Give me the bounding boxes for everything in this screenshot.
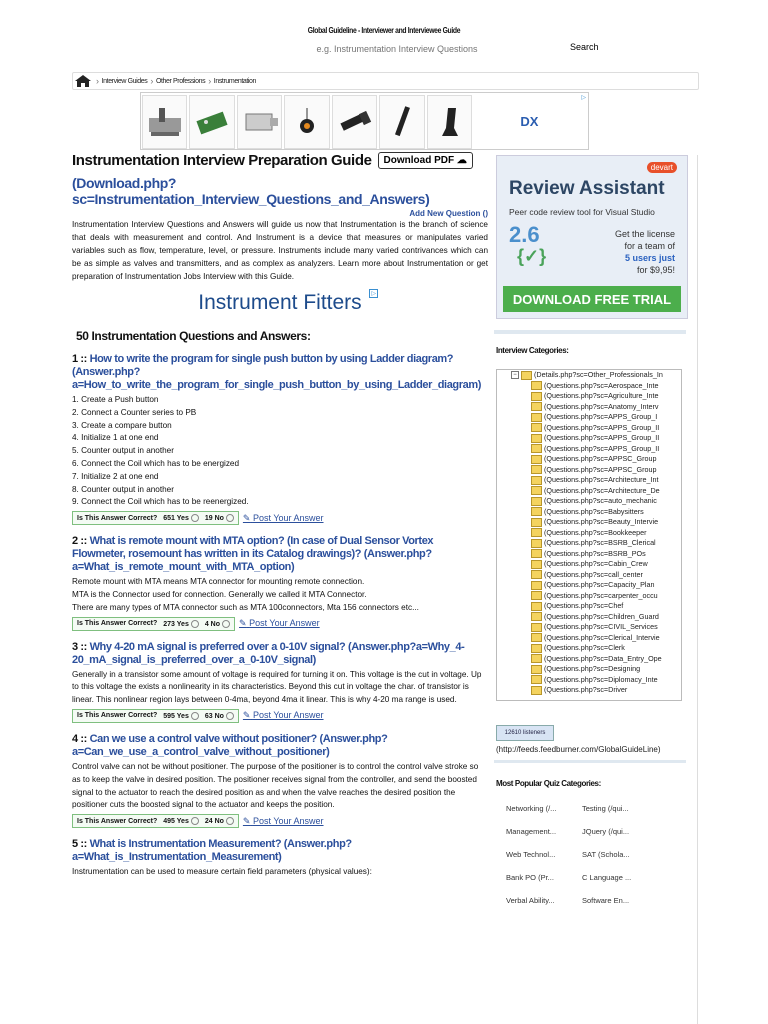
question-title[interactable] [72, 641, 488, 667]
ad-version: 2.6 [509, 222, 540, 247]
tree-item[interactable] [497, 549, 681, 560]
tree-item[interactable] [497, 507, 681, 518]
tree-item-label: (Questions.php?sc=Driver [544, 685, 628, 694]
ad-product-flashlight-icon[interactable] [332, 95, 377, 149]
answer-line: 1. Create a Push button [72, 395, 159, 404]
home-icon[interactable] [75, 75, 91, 87]
tree-item[interactable] [497, 559, 681, 570]
tree-item-label: (Questions.php?sc=Data_Entry_Ope [544, 653, 662, 663]
tree-item-label: (Questions.php?sc=BSRB_Clerical [544, 538, 656, 547]
vote-no[interactable] [205, 514, 234, 522]
tree-item[interactable] [497, 486, 681, 497]
folder-icon [531, 434, 542, 443]
vote-box [72, 511, 239, 525]
tree-item[interactable] [497, 601, 681, 612]
tree-item[interactable] [497, 528, 681, 539]
post-answer-link[interactable] [239, 618, 320, 629]
answer-line: 7. Initialize 2 at one end [72, 471, 159, 481]
title-link[interactable]: (Download.php?sc=Instrumentation_Interview_Questions_and_Answers) [72, 175, 430, 207]
vote-label: Is This Answer Correct? [77, 817, 158, 825]
quiz-category-link[interactable]: Testing (/qui... [582, 804, 629, 813]
vote-box [72, 617, 235, 631]
folder-icon [531, 528, 542, 537]
vote-yes[interactable] [163, 817, 199, 825]
vote-bar [72, 709, 488, 723]
folder-icon [531, 644, 542, 653]
question-title-text: What is remote mount with MTA option? (In case of Dual Sensor Vortex Flowmeter, rosemount has written in its Catalog drawings)? (Answer.php?a=What_is_remote_mount_with_MTA_option) [72, 535, 434, 574]
tree-item[interactable] [497, 580, 681, 591]
question-item [72, 353, 488, 525]
yes-radio[interactable] [191, 817, 199, 825]
post-answer-link[interactable] [243, 513, 324, 524]
vote-no-count: 24 No [204, 817, 224, 825]
tree-item[interactable] [497, 381, 681, 392]
folder-icon [531, 560, 542, 569]
no-radio[interactable] [226, 514, 234, 522]
question-answer [72, 866, 488, 879]
vote-yes-count: 495 Yes [163, 817, 189, 825]
vote-yes-count: 595 Yes [163, 712, 189, 720]
devart-logo: devart [647, 162, 677, 173]
vote-box [72, 709, 239, 723]
download-free-trial-button[interactable]: DOWNLOAD FREE TRIAL [503, 286, 681, 312]
edit-icon: ✎ [242, 815, 251, 826]
tree-item[interactable] [497, 496, 681, 507]
yes-radio[interactable] [191, 514, 199, 522]
ad-logo[interactable] [477, 95, 581, 147]
answer-line: 5. Counter output in another [72, 446, 174, 456]
answer-line: 6. Connect the Coil which has to be energized [72, 458, 240, 468]
tree-items [497, 381, 681, 696]
yes-radio[interactable] [191, 712, 199, 720]
ad-product-pen-icon[interactable] [379, 95, 424, 149]
site-title: Global Guideline - Interviewer and Interviewee Guide [307, 26, 461, 35]
vote-label: Is This Answer Correct? [77, 620, 158, 628]
tree-item[interactable] [497, 423, 681, 434]
collapse-icon[interactable]: − [511, 371, 519, 379]
post-answer-link[interactable] [243, 710, 324, 721]
tree-item-label: (Questions.php?sc=APPS_Group_II [544, 443, 660, 453]
vote-no[interactable] [205, 712, 234, 720]
chevron-right-icon: › [150, 76, 153, 86]
questions-heading: 50 Instrumentation Questions and Answers: [76, 329, 311, 343]
post-answer-label: Post Your Answer [249, 618, 320, 629]
folder-icon [531, 675, 542, 684]
no-radio[interactable] [222, 620, 230, 628]
answer-line: 9. Connect the Coil which has to be reenergized. [72, 497, 249, 507]
yes-radio[interactable] [191, 620, 199, 628]
tree-item[interactable] [497, 570, 681, 581]
sidebar-divider [494, 330, 686, 334]
answer-line: There are many types of MTA connector such as MTA 100connectors, Mta 156 connectors etc... [72, 602, 419, 612]
folder-icon [531, 402, 542, 411]
tree-item[interactable] [497, 454, 681, 465]
question-number: 5 :: [72, 838, 87, 851]
vote-yes[interactable] [163, 712, 199, 720]
folder-icon [531, 654, 542, 663]
vote-bar [72, 511, 488, 525]
tree-item-label: (Questions.php?sc=APPS_Group_II [544, 433, 660, 442]
quiz-category-link[interactable]: Software En... [582, 896, 630, 905]
quiz-category-link[interactable]: C Language ... [582, 873, 632, 882]
sidebar [496, 155, 686, 319]
vote-no-count: 63 No [204, 712, 224, 720]
tree-item-label: (Questions.php?sc=call_center [544, 569, 643, 579]
answer-line: 2. Connect a Counter series to PB [72, 407, 197, 417]
ad-product-board-icon[interactable] [189, 95, 234, 149]
folder-icon [531, 381, 542, 390]
question-number: 4 :: [72, 732, 87, 745]
question-title[interactable] [72, 353, 488, 392]
question-item [72, 641, 488, 723]
folder-icon [531, 497, 542, 506]
folder-icon [531, 633, 542, 642]
tree-item[interactable] [497, 591, 681, 602]
breadcrumb-instrumentation[interactable]: Instrumentation [213, 77, 257, 85]
ad-offer-line: 5 users just [624, 253, 675, 263]
cloud-download-icon: ☁ [456, 155, 467, 166]
question-answer [72, 669, 488, 707]
breadcrumb-interview-guides[interactable]: Interview Guides [101, 77, 148, 85]
vote-label: Is This Answer Correct? [77, 712, 158, 720]
question-title-text: Can we use a control valve without positioner? (Answer.php?a=Can_we_use_a_control_valve_without_positioner) [72, 732, 388, 758]
feed-link[interactable]: (http://feeds.feedburner.com/GlobalGuideLine) [496, 745, 661, 754]
ad-offer-line: Get the license [614, 229, 675, 239]
ad-banner[interactable] [140, 92, 589, 150]
question-number: 1 :: [72, 353, 87, 365]
quiz-category-link[interactable]: Bank PO (Pr... [506, 873, 554, 882]
tree-item[interactable] [497, 475, 681, 486]
post-answer-link[interactable] [243, 816, 324, 827]
folder-icon [531, 423, 542, 432]
folder-icon [531, 612, 542, 621]
question-number: 2 :: [72, 535, 87, 548]
page-title-text: Instrumentation Interview Preparation Guide [72, 152, 372, 169]
answer-line: 3. Create a compare button [72, 420, 172, 430]
tree-item[interactable] [497, 675, 681, 686]
tree-item-label: (Questions.php?sc=Architecture_De [544, 485, 660, 495]
post-answer-label: Post Your Answer [252, 815, 324, 826]
code-braces-icon: {✓} [517, 246, 547, 266]
tree-item-label: (Questions.php?sc=APPS_Group_II [544, 422, 660, 432]
tree-item-label: (Questions.php?sc=Agriculture_Inte [544, 391, 659, 400]
tree-item[interactable] [497, 444, 681, 455]
tree-root-label: (Details.php?sc=Other_Professionals_In [534, 370, 663, 379]
tree-item[interactable] [497, 517, 681, 528]
quiz-categories-heading: Most Popular Quiz Categories: [496, 779, 601, 788]
vote-no-count: 4 No [204, 620, 221, 628]
adchoices-icon[interactable]: ▷ [371, 291, 376, 297]
tree-item-label: (Questions.php?sc=Cabin_Crew [544, 559, 648, 568]
feedburner-badge[interactable]: 12610 listeners [496, 725, 554, 741]
instrument-fitters-text: Instrument Fitters [198, 291, 362, 314]
intro-paragraph: Instrumentation Interview Questions and Answers will guide us now that Instrumentation is the branch of science that deals with measurement and control. And Instrument is a device that measures or manipulates varied variables such as flow, temperature, level, or pressure. Instruments include many varied contrivances which can be as simple as valves and transmitters, and as complex as analyzers. Learn more about Instrumentation or get preparation of Instrumentation Jobs Interview with this Guide. [72, 220, 488, 281]
quiz-category-link[interactable]: Management... [506, 827, 557, 836]
quiz-category-link[interactable]: Web Technol... [506, 850, 556, 859]
folder-icon [531, 539, 542, 548]
add-question-link[interactable]: Add New Question () [409, 209, 488, 218]
chevron-right-icon: › [96, 76, 99, 86]
page-title [72, 152, 488, 169]
main-content [72, 152, 488, 879]
vote-bar [72, 814, 488, 828]
tree-item-label: (Questions.php?sc=Clerk [544, 643, 625, 652]
page-border [697, 155, 698, 1024]
sidebar-divider [494, 760, 686, 763]
question-number: 3 :: [72, 640, 87, 653]
tree-item-label: (Questions.php?sc=Designing [544, 664, 641, 673]
tree-item-label: (Questions.php?sc=Babysitters [544, 506, 644, 516]
no-radio[interactable] [226, 817, 234, 825]
tree-item-label: (Questions.php?sc=APPS_Group_I [544, 412, 658, 421]
ad-offer-line: for a team of [624, 241, 675, 251]
question-title-text: How to write the program for single push button by using Ladder diagram? (Answer.php?a=How_to_write_the_program_for_single_push_button_by_using_Ladder_diagram) [72, 353, 481, 391]
vote-yes[interactable] [163, 514, 199, 522]
tree-item-label: (Questions.php?sc=Aerospace_Inte [544, 380, 659, 390]
tree-item[interactable] [497, 685, 681, 696]
edit-icon: ✎ [242, 512, 251, 523]
chevron-right-icon: › [208, 76, 211, 86]
answer-line: 4. Initialize 1 at one end [72, 433, 159, 443]
tree-item-label: (Questions.php?sc=Architecture_Int [544, 475, 659, 484]
tree-item[interactable] [497, 391, 681, 402]
question-title[interactable] [72, 733, 488, 759]
review-assistant-ad[interactable] [496, 155, 688, 319]
vote-yes-count: 273 Yes [163, 620, 189, 628]
question-answer [72, 394, 488, 509]
no-radio[interactable] [226, 712, 234, 720]
tree-item[interactable] [497, 612, 681, 623]
question-item [72, 733, 488, 828]
folder-icon [531, 665, 542, 674]
quiz-category-link[interactable]: JQuery (/qui... [582, 827, 630, 836]
tree-item-label: (Questions.php?sc=Children_Guard [544, 611, 659, 621]
ad-product-sensor-icon[interactable] [284, 95, 329, 149]
answer-line: Remote mount with MTA means MTA connector for mounting remote connection. [72, 577, 365, 587]
folder-icon [531, 602, 542, 611]
ad-headline: Review Assistant [509, 178, 665, 199]
tree-item[interactable] [497, 465, 681, 476]
tree-item-label: (Questions.php?sc=auto_mechanic [544, 496, 657, 505]
tree-item-label: (Questions.php?sc=APPSC_Group [544, 464, 657, 474]
answer-line: Generally in a transistor some amount of voltage is required for turning it on. This voltage is the cut in voltage. Up to this voltage the exists a nonlinearity in its characteristics. Beyond this cut in voltage the char. of transistor is linear. This nonlinear region lays between 0-4ma, beyond 4ma it linear. This is why 4-20 ma range is used. [72, 669, 482, 705]
post-answer-label: Post Your Answer [252, 710, 324, 721]
question-title[interactable] [72, 838, 488, 864]
tree-item-label: (Questions.php?sc=Beauty_Intervie [544, 517, 659, 526]
question-item [72, 838, 488, 879]
tree-item-label: (Questions.php?sc=Clerical_Intervie [544, 632, 660, 642]
question-title-text: Why 4-20 mA signal is preferred over a 0-10V signal? (Answer.php?a=Why_4-20_mA_signal_is_preferred_over_a_0-10V_signal) [72, 640, 465, 666]
ad-logo-text: DX [520, 113, 539, 129]
vote-bar [72, 617, 488, 631]
tree-item[interactable] [497, 538, 681, 549]
tree-item[interactable] [497, 664, 681, 675]
ad-product-stand-icon[interactable] [427, 95, 472, 149]
question-title-text: What is Instrumentation Measurement? (Answer.php?a=What_is_Instrumentation_Measurement) [72, 838, 352, 864]
interview-categories-heading: Interview Categories: [496, 346, 569, 355]
answer-line: Control valve can not be without positioner. The purpose of the positioner is to control the control valve stroke so as to keep the valve in desired position. The positioner receives signal from the controller, and send the boosted signal to the actuator to reach the desired position as and when the valve reaches the desired position the positioner cuts the boosted signal to the actuator and keeps the position. [72, 761, 479, 810]
folder-icon [531, 570, 542, 579]
folder-icon [531, 591, 542, 600]
questions-list [72, 353, 488, 879]
folder-icon [531, 455, 542, 464]
vote-yes[interactable] [163, 620, 199, 628]
tree-item[interactable] [497, 654, 681, 665]
folder-icon [531, 581, 542, 590]
breadcrumb [72, 72, 699, 90]
vote-no-count: 19 No [204, 515, 224, 523]
folder-icon [531, 549, 542, 558]
tree-item[interactable] [497, 633, 681, 644]
tree-root-item[interactable] [497, 370, 681, 381]
tree-item-label: (Questions.php?sc=Capacity_Plan [544, 580, 655, 589]
quiz-categories-grid [506, 804, 666, 905]
folder-open-icon [521, 371, 532, 380]
vote-label: Is This Answer Correct? [77, 514, 158, 522]
quiz-category-link[interactable]: Verbal Ability... [506, 896, 555, 905]
ad-product-cnc-icon[interactable] [142, 95, 187, 149]
folder-icon [531, 444, 542, 453]
tree-item[interactable] [497, 412, 681, 423]
post-answer-label: Post Your Answer [252, 512, 324, 523]
tree-item[interactable] [497, 643, 681, 654]
adchoices-icon[interactable]: ▷ [581, 95, 586, 101]
quiz-category-link[interactable]: Networking (/... [506, 804, 557, 813]
folder-icon [531, 413, 542, 422]
tree-item[interactable] [497, 402, 681, 413]
instrument-fitters-ad[interactable] [72, 291, 488, 315]
breadcrumb-other-professions[interactable]: Other Professions [155, 77, 206, 85]
categories-tree[interactable] [496, 369, 682, 701]
folder-icon [531, 686, 542, 695]
tree-item-label: (Questions.php?sc=Diplomacy_Inte [544, 674, 658, 684]
edit-icon: ✎ [239, 618, 247, 629]
tree-item[interactable] [497, 622, 681, 633]
answer-line: MTA is the Connector used for connection. Generally we called it MTA Connector. [72, 589, 367, 599]
ad-product-usb-icon[interactable] [237, 95, 282, 149]
tree-item[interactable] [497, 433, 681, 444]
search-button[interactable]: Search [570, 42, 599, 52]
download-pdf-button[interactable] [378, 152, 473, 169]
folder-icon [531, 476, 542, 485]
ad-subtitle: Peer code review tool for Visual Studio [509, 207, 655, 217]
question-title[interactable] [72, 535, 488, 574]
tree-item-label: (Questions.php?sc=Anatomy_Interv [544, 401, 659, 411]
tree-item-label: (Questions.php?sc=BSRB_POs [544, 548, 646, 558]
quiz-category-link[interactable]: SAT (Schola... [582, 850, 630, 859]
folder-icon [531, 486, 542, 495]
tree-item-label: (Questions.php?sc=CIVIL_Services [544, 622, 658, 631]
edit-icon: ✎ [242, 710, 251, 721]
folder-icon [531, 518, 542, 527]
tree-item-label: (Questions.php?sc=Chef [544, 601, 624, 610]
folder-icon [531, 507, 542, 516]
tree-item-label: (Questions.php?sc=APPSC_Group [544, 454, 657, 463]
question-answer [72, 761, 488, 812]
answer-line: Instrumentation can be used to measure certain field parameters (physical values): [72, 867, 372, 877]
question-answer [72, 576, 488, 614]
folder-icon [531, 465, 542, 474]
download-pdf-label: Download PDF [383, 155, 455, 166]
folder-icon [531, 623, 542, 632]
vote-yes-count: 651 Yes [163, 515, 189, 523]
folder-icon [531, 392, 542, 401]
search-input[interactable] [280, 40, 514, 58]
ad-offer [615, 228, 675, 276]
vote-box [72, 814, 239, 828]
vote-no[interactable] [205, 817, 234, 825]
vote-no[interactable] [205, 620, 230, 628]
ad-offer-line: for $9,95! [636, 265, 675, 275]
answer-line: 8. Counter output in another [72, 484, 174, 494]
question-item [72, 535, 488, 630]
tree-item-label: (Questions.php?sc=carpenter_occu [544, 590, 658, 600]
tree-item-label: (Questions.php?sc=Bookkeeper [544, 527, 647, 537]
